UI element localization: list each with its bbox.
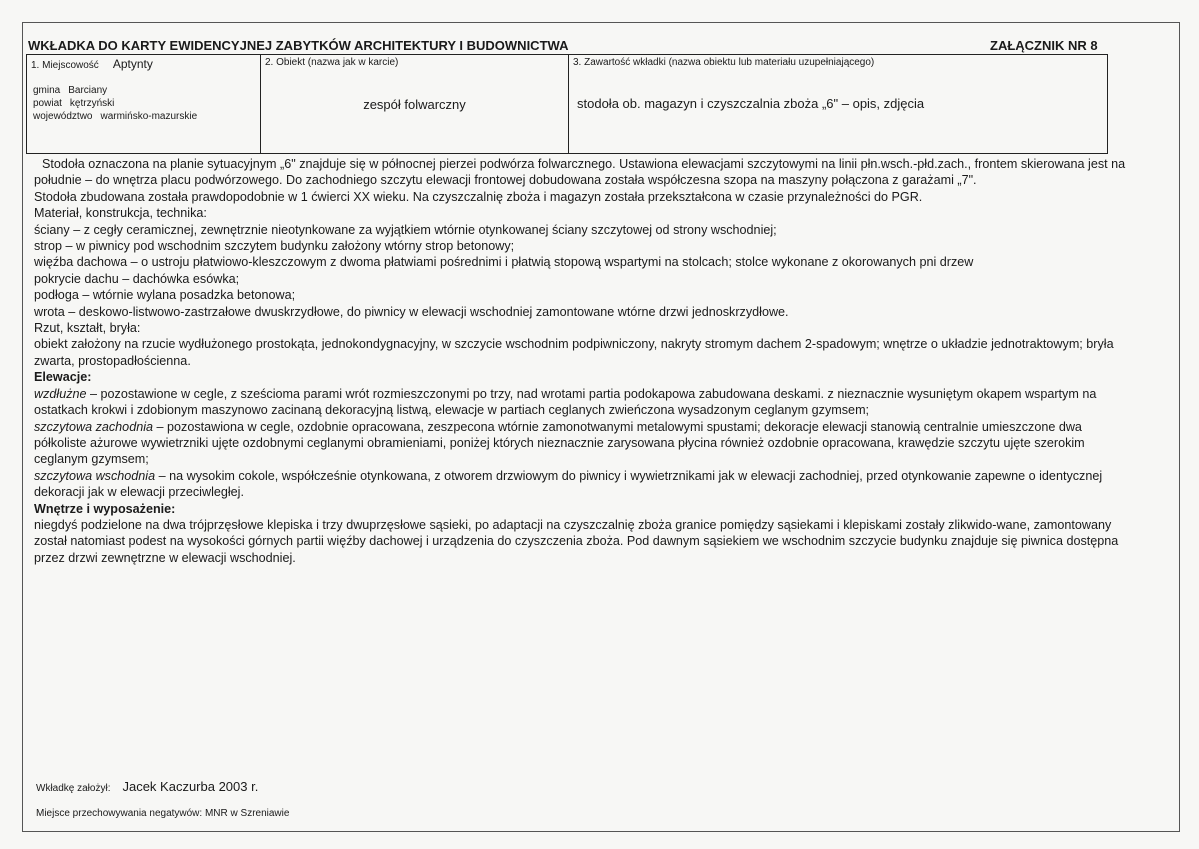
heading-elevations: Elewacje: xyxy=(34,370,92,385)
paragraph-elevation-long: wzdłużne – pozostawione w cegle, z sześcioma parami wrót rozmieszczonymi po trzy, nad wrotami partia podokapowa zabudowana deskami. z nieznacznie wysuniętym okapem wspartym na ostatkach krokwi i zdobionym maszynowo zacinaną dekoracyjną listwą, elewacje w partiach ceglanych zwieńczona wysadzonym ceglanym gzymsem; xyxy=(34,386,1097,418)
term-long: wzdłużne xyxy=(34,386,87,401)
location-cell xyxy=(26,55,260,153)
paragraph-interior: niegdyś podzielone na dwa trójprzęsłowe klepiska i trzy dwuprzęsłowe sąsieki, po adaptacji na czyszczalnię zboża granice pomiędzy sąsiekami i klepiskami zostały zlikwido-wane, zamontowany został natomiast podest na wysokości górnych partii więźby dachowej i urządzenia do czyszczenia zboża. Pod dawnym sąsiekiem we wschodnim szczycie budynku znajduje się piwnica dostępna przez drzwi zewnętrzne w elewacji wschodniej. xyxy=(34,517,1119,565)
content-cell xyxy=(568,55,1108,153)
heading-interior: Wnętrze i wyposażenie: xyxy=(34,501,176,516)
content-label: 3. Zawartość wkładki (nazwa obiektu lub materiału uzupełniającego) xyxy=(573,57,875,68)
object-cell xyxy=(260,55,568,153)
author-value: Jacek Kaczurba 2003 r. xyxy=(122,779,259,794)
line-walls: ściany – z cegły ceramicznej, zewnętrznie nieotynkowane za wyjątkiem wtórnie otynkowanej ściany szczytowej od strony wschodniej; xyxy=(34,222,777,237)
place-value: Aptynty xyxy=(112,57,153,71)
line-ceiling: strop – w piwnicy pod wschodnim szczytem budynku założony wtórny strop betonowy; xyxy=(34,239,515,254)
powiat-value: kętrzyński xyxy=(69,98,115,109)
heading-material: Materiał, konstrukcja, technika: xyxy=(34,206,207,221)
document-title: WKŁADKA DO KARTY EWIDENCYJNEJ ZABYTKÓW ARCHITEKTURY I BUDOWNICTWA xyxy=(28,38,569,53)
annex-number: ZAŁĄCZNIK NR 8 xyxy=(990,38,1098,53)
heading-plan: Rzut, kształt, bryła: xyxy=(34,321,141,336)
paragraph-location: Stodoła oznaczona na planie sytuacyjnym „6" znajduje się w północnej pierzei podwórza folwarcznego. Ustawiona elewacjami szczytowymi na linii płn.wsch.-płd.zach., frontem skierowana jest na południe – do wnętrza placu podwórzowego. Do zachodniego szczytu elewacji frontowej dobudowana została współczesna szopa na maszyny połączona z garażami „7". xyxy=(34,157,1126,188)
storage-line xyxy=(36,808,289,819)
voivodeship-value: warmińsko-mazurskie xyxy=(100,111,198,122)
gmina-label: gmina xyxy=(33,85,61,96)
term-east: szczytowa wschodnia xyxy=(34,468,156,483)
object-value: zespół folwarczny xyxy=(363,97,466,112)
description-body xyxy=(34,156,1134,566)
paragraph-plan: obiekt założony na rzucie wydłużonego prostokąta, jednokondygnacyjny, w szczycie wschodnim podpiwniczony, nakryty stromym dachem 2-spadowym; wnętrze o układzie jednotraktowym; bryła zwarta, prostopadłościenna. xyxy=(34,337,1114,368)
line-roof-truss: więźba dachowa – o ustroju płatwiowo-kleszczowym z dwoma płatwiami pośrednimi i płatwią stopową wspartymi na stolcach; stolce wykonane z okorowanych pni drzew xyxy=(34,255,974,270)
author-line xyxy=(36,779,258,794)
gmina-value: Barciany xyxy=(68,85,108,96)
author-label: Wkładkę założył: xyxy=(36,783,111,794)
paragraph-elevation-east: szczytowa wschodnia – na wysokim cokole, współcześnie otynkowana, z otworem drzwiowym do piwnicy i wywietrznikami jak w elewacji zachodniej, przed otynkowanie zapewne o identycznej dekoracji jak w elewacji przeciwległej. xyxy=(34,468,1103,500)
place-label: 1. Miejscowość xyxy=(31,60,99,71)
content-value: stodoła ob. magazyn i czyszczalnia zboża „6" – opis, zdjęcia xyxy=(577,96,925,111)
object-label: 2. Obiekt (nazwa jak w karcie) xyxy=(265,57,399,68)
line-gates: wrota – deskowo-listwowo-zastrzałowe dwuskrzydłowe, do piwnicy w elewacji wschodniej zamontowane wtórne drzwi jednoskrzydłowe. xyxy=(34,304,789,319)
paragraph-elevation-west: szczytowa zachodnia – pozostawiona w cegle, ozdobnie opracowana, zeszpecona wtórnie zamonotwanymi metalowymi spustami; dekoracje elewacji stanowią centralnie umieszczone dwa półkoliste ażurowe wywietrzniki ujęte ozdobnymi ceglanymi obramieniami, poniżej których nieznacznie zarysowana płycina również ozdobnie opracowana, krawędzie szczytu ujęte szerokim ceglanym gzymsem; xyxy=(34,419,1085,467)
paragraph-history: Stodoła zbudowana została prawdopodobnie w 1 ćwierci XX wieku. Na czyszczalnię zboża i magazyn została przekształcona w czasie przynależności do PGR. xyxy=(34,189,923,204)
term-west: szczytowa zachodnia xyxy=(34,419,154,434)
line-floor: podłoga – wtórnie wylana posadzka betonowa; xyxy=(34,288,296,303)
storage-value: MNR w Szreniawie xyxy=(204,808,290,819)
powiat-label: powiat xyxy=(33,98,62,109)
voivodeship-label: województwo xyxy=(33,111,93,122)
line-roofing: pokrycie dachu – dachówka esówka; xyxy=(34,271,240,286)
header-cells xyxy=(26,55,1108,154)
storage-label: Miejsce przechowywania negatywów: xyxy=(36,808,203,819)
